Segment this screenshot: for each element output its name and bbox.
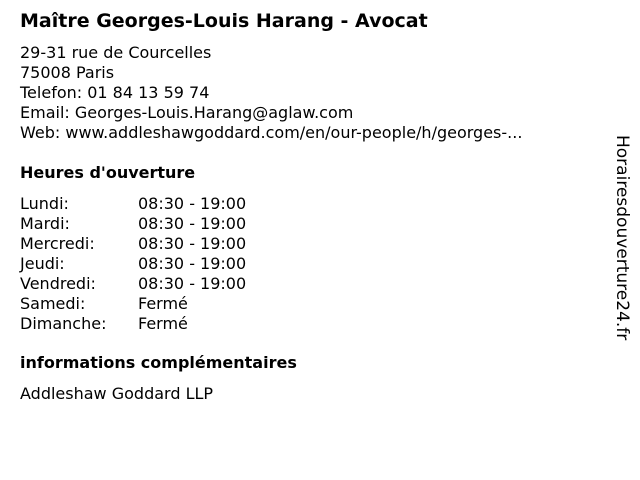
hours-row-jeudi	[20, 254, 246, 274]
hours-row-vendredi	[20, 274, 246, 294]
street-address: 29-31 rue de Courcelles	[20, 43, 212, 62]
city: 75008 Paris	[20, 63, 115, 82]
website-link[interactable]: Web: www.addleshawgoddard.com/en/our-people/h/georges-...	[20, 123, 523, 142]
watermark	[612, 135, 636, 371]
hours-row-lundi	[20, 194, 246, 214]
contact-details	[20, 43, 522, 143]
day-label: Lundi:	[20, 194, 69, 213]
time-value: 08:30 - 19:00	[138, 254, 247, 273]
day-label: Mercredi:	[20, 234, 95, 253]
company-name: Addleshaw Goddard LLP	[20, 384, 214, 403]
time-value: 08:30 - 19:00	[138, 214, 247, 233]
time-value: Fermé	[138, 294, 188, 313]
time-value: 08:30 - 19:00	[138, 194, 247, 213]
day-label: Dimanche:	[20, 314, 107, 333]
opening-hours-table	[20, 194, 246, 334]
time-value: 08:30 - 19:00	[138, 274, 247, 293]
day-label: Vendredi:	[20, 274, 96, 293]
time-value: Fermé	[138, 314, 188, 333]
opening-hours-heading: Heures d'ouverture	[20, 163, 196, 182]
day-label: Samedi:	[20, 294, 86, 313]
hours-row-samedi	[20, 294, 246, 314]
time-value: 08:30 - 19:00	[138, 234, 247, 253]
additional-info-heading: informations complémentaires	[20, 353, 297, 372]
phone-number: Telefon: 01 84 13 59 74	[20, 83, 210, 102]
day-label: Mardi:	[20, 214, 70, 233]
email-address: Email: Georges-Louis.Harang@aglaw.com	[20, 103, 354, 122]
watermark-text: Horairesdouverture24.fr	[612, 135, 632, 341]
hours-row-mercredi	[20, 234, 246, 254]
day-label: Jeudi:	[20, 254, 65, 273]
page-title: Maître Georges-Louis Harang - Avocat	[20, 10, 428, 32]
hours-row-dimanche	[20, 314, 246, 334]
hours-row-mardi	[20, 214, 246, 234]
